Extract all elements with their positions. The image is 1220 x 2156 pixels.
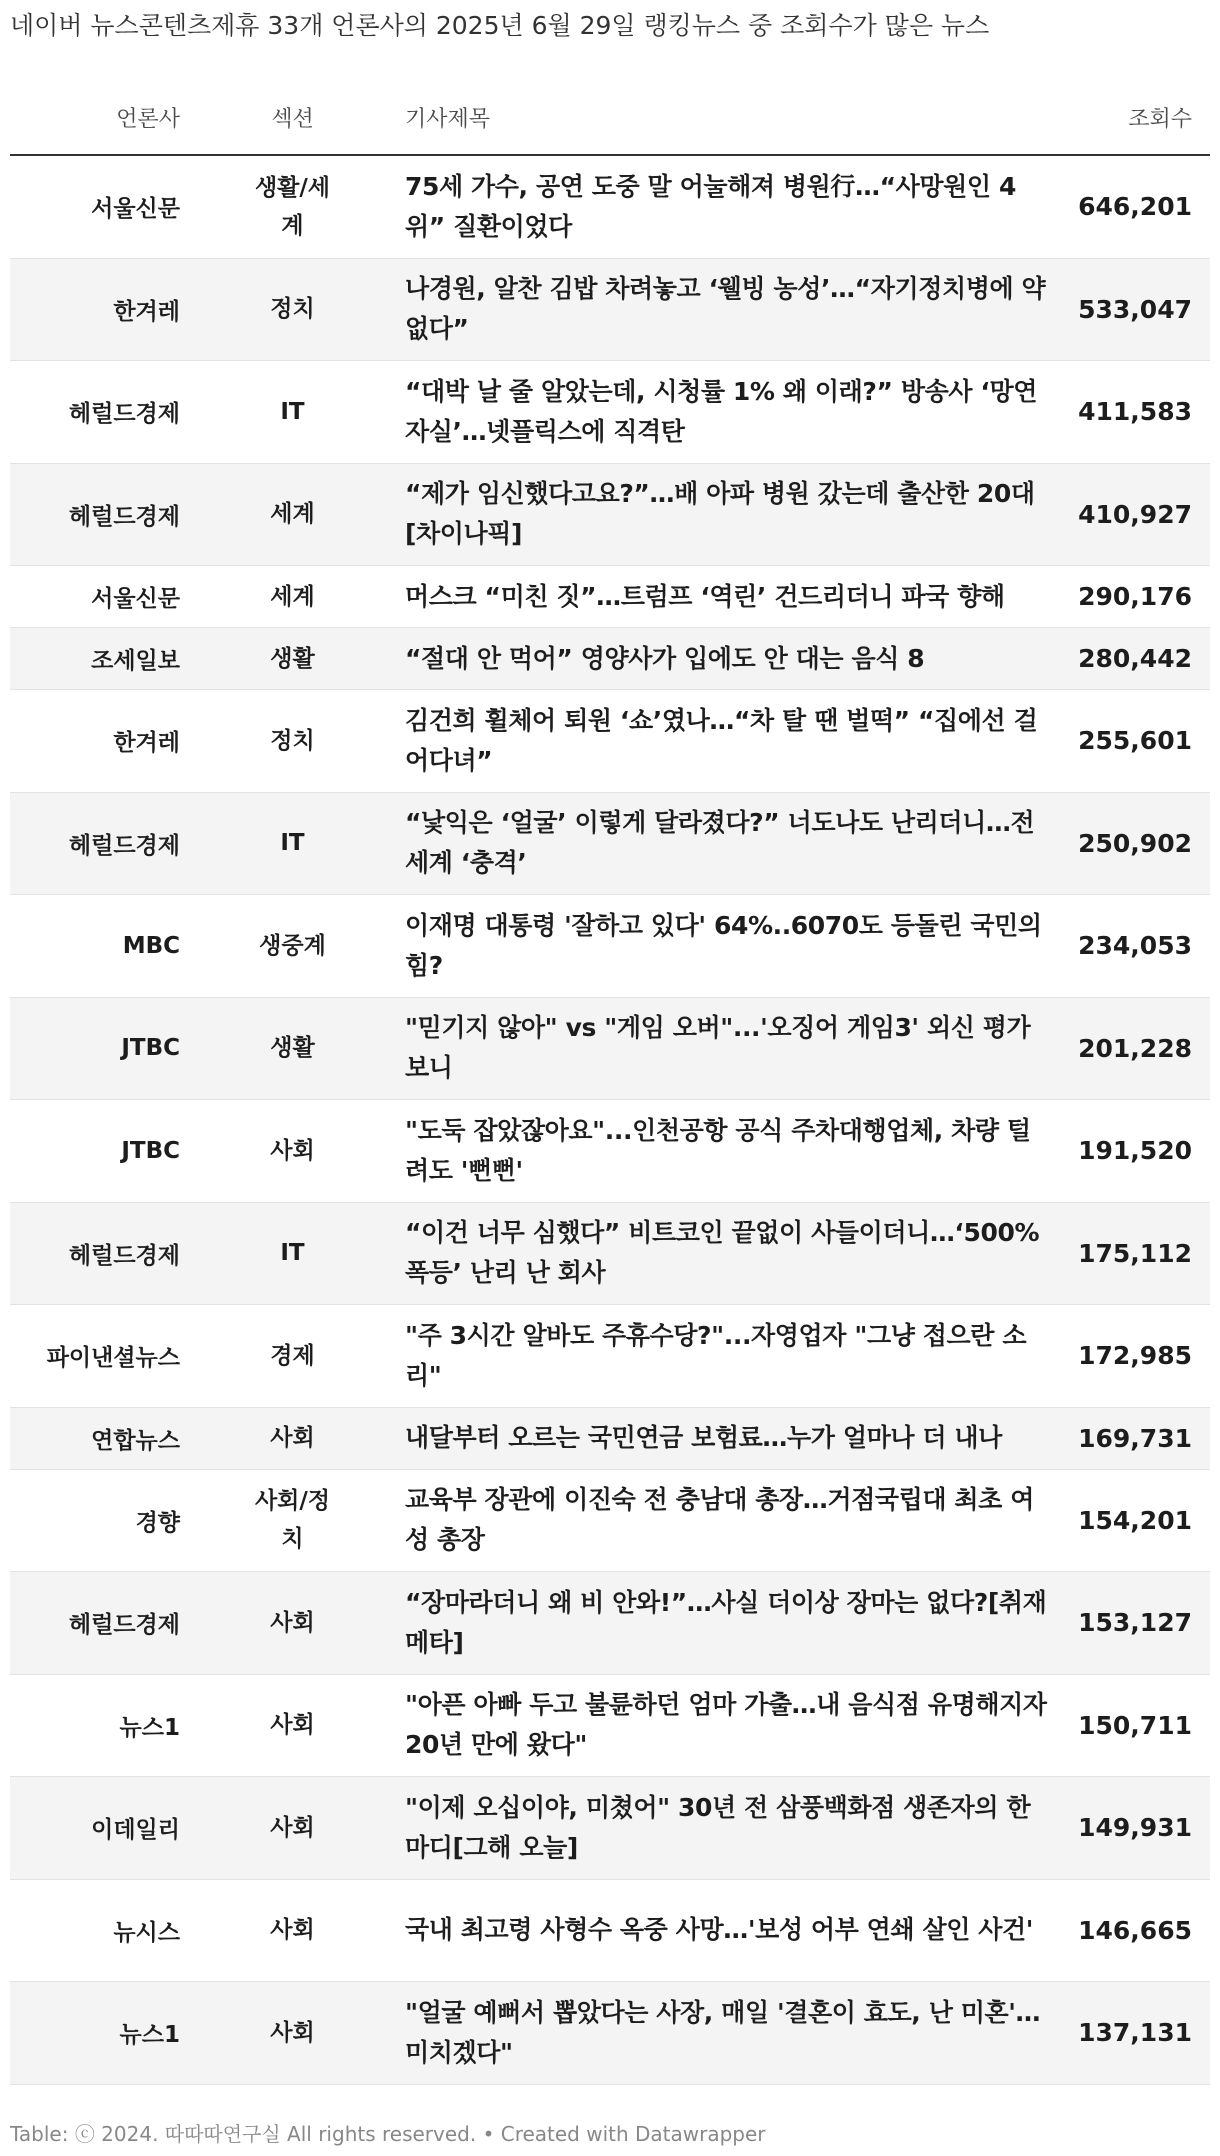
headline-cell: “절대 안 먹어” 영양사가 입에도 안 대는 음식 8 (405, 643, 925, 673)
press-cell: 서울신문 (91, 196, 180, 223)
section-cell: 정치 (270, 296, 315, 323)
section-cell: 경제 (270, 1342, 315, 1369)
section-cell: 세계 (270, 583, 315, 610)
views-cell: 153,127 (1078, 1608, 1192, 1638)
views-cell: 137,131 (1078, 2018, 1192, 2048)
table-row (10, 1470, 1210, 1573)
headline-cell: 국내 최고령 사형수 옥중 사망…'보성 어부 연쇄 살인 사건' (405, 1915, 1034, 1945)
views-cell: 172,985 (1078, 1341, 1192, 1371)
headline-cell: "아픈 아빠 두고 불륜하던 엄마 가출…내 음식점 유명해지자 20년 만에 왔다" (405, 1690, 1047, 1760)
press-cell: 헤럴드경제 (68, 503, 180, 530)
section-cell: 사회 (270, 1137, 315, 1164)
press-cell: 한겨레 (113, 298, 180, 325)
section-cell: 생활/세계 (254, 174, 331, 239)
section-cell: 사회 (270, 1712, 315, 1739)
headline-cell: 김건희 휠체어 퇴원 ‘쇼’였나…“차 탈 땐 벌떡” “집에선 걸어다녀” (405, 705, 1038, 775)
section-cell: 생활 (270, 645, 315, 672)
press-cell: JTBC (121, 1035, 180, 1062)
views-cell: 169,731 (1078, 1423, 1192, 1453)
header-press[interactable]: 언론사 (116, 107, 180, 132)
press-cell: 조세일보 (91, 648, 180, 674)
section-cell: 세계 (270, 501, 315, 528)
views-cell: 250,902 (1078, 828, 1192, 858)
press-cell: 파이낸셜뉴스 (46, 1345, 180, 1372)
headline-cell: “제가 임신했다고요?”…배 아파 병원 갔는데 출산한 20대 [차이나픽] (405, 479, 1035, 549)
table-row (10, 793, 1210, 896)
views-cell: 150,711 (1078, 1710, 1192, 1740)
headline-cell: 이재명 대통령 '잘하고 있다' 64%..6070도 등돌린 국민의힘? (405, 910, 1042, 980)
press-cell: 경향 (135, 1509, 180, 1536)
headline-cell: “이건 너무 심했다” 비트코인 끝없이 사들이더니…‘500% 폭등’ 난리 난 회사 (405, 1218, 1040, 1288)
table-row (10, 1777, 1210, 1880)
press-cell: 뉴시스 (113, 1919, 180, 1946)
table-body (10, 156, 1210, 2085)
headline-cell: “대박 날 줄 알았는데, 시청률 1% 왜 이래?” 방송사 ‘망연자실’…넷플릭스에 직격탄 (405, 376, 1037, 446)
views-cell: 646,201 (1078, 192, 1192, 222)
table-row (10, 1408, 1210, 1470)
table-header (10, 88, 1210, 156)
press-cell: 헤럴드경제 (68, 401, 180, 428)
section-cell: 정치 (270, 727, 315, 754)
header-section[interactable]: 섹션 (271, 107, 314, 132)
section-cell: IT (280, 830, 305, 857)
ranking-table (10, 88, 1210, 2085)
views-cell: 411,583 (1078, 397, 1192, 427)
section-cell: IT (280, 1240, 305, 1267)
headline-cell: 교육부 장관에 이진숙 전 충남대 총장…거점국립대 최초 여성 총장 (405, 1485, 1034, 1555)
headline-cell: "얼굴 예뻐서 뽑았다는 사장, 매일 '결혼이 효도, 난 미혼'…미치겠다" (405, 1997, 1041, 2067)
press-cell: 한겨레 (113, 730, 180, 757)
section-cell: 사회 (270, 1425, 315, 1451)
table-row (10, 690, 1210, 793)
section-cell: 사회 (270, 2019, 315, 2046)
section-cell: 사회/정치 (254, 1488, 331, 1553)
table-row (10, 1880, 1210, 1983)
source-footer: Table: ⓒ 2024. 따따따연구실 All rights reserved. • Created with Datawrapper (10, 2122, 766, 2146)
table-row (10, 1982, 1210, 2085)
headline-cell: 내달부터 오르는 국민연금 보험료…누가 얼마나 더 내나 (405, 1423, 1002, 1452)
press-cell: 헤럴드경제 (68, 832, 180, 859)
table-row (10, 998, 1210, 1101)
headline-cell: “낯익은 ‘얼굴’ 이렇게 달라졌다?” 너도나도 난리더니…전 세계 ‘충격’ (405, 808, 1035, 878)
views-cell: 201,228 (1078, 1033, 1192, 1063)
views-cell: 154,201 (1078, 1505, 1192, 1535)
press-cell: 서울신문 (91, 586, 180, 612)
views-cell: 175,112 (1078, 1238, 1192, 1268)
views-cell: 255,601 (1078, 726, 1192, 756)
table-row (10, 1305, 1210, 1408)
views-cell: 149,931 (1078, 1813, 1192, 1843)
table-row (10, 156, 1210, 259)
table-row (10, 1572, 1210, 1675)
press-cell: 연합뉴스 (91, 1427, 180, 1454)
section-cell: 생활 (270, 1035, 315, 1062)
views-cell: 191,520 (1078, 1136, 1192, 1166)
headline-cell: “장마라더니 왜 비 안와!”…사실 더이상 장마는 없다?[취재메타] (405, 1587, 1047, 1657)
table-row (10, 566, 1210, 628)
views-cell: 234,053 (1078, 931, 1192, 961)
section-cell: 사회 (270, 1609, 315, 1636)
table-row (10, 1203, 1210, 1306)
views-cell: 280,442 (1078, 644, 1192, 673)
headline-cell: "도둑 잡았잖아요"...인천공항 공식 주차대행업체, 차량 털려도 '뻔뻔' (405, 1115, 1031, 1185)
headline-cell: "주 3시간 알바도 주휴수당?"...자영업자 "그냥 접으란 소리" (405, 1320, 1027, 1390)
table-row (10, 464, 1210, 567)
press-cell: 뉴스1 (119, 1714, 180, 1741)
views-cell: 533,047 (1078, 294, 1192, 324)
press-cell: 헤럴드경제 (68, 1242, 180, 1269)
table-row (10, 361, 1210, 464)
header-headline[interactable]: 기사제목 (405, 107, 491, 132)
press-cell: JTBC (121, 1137, 180, 1164)
press-cell: 뉴스1 (119, 2022, 180, 2049)
views-cell: 290,176 (1078, 582, 1192, 611)
headline-cell: "이제 오십이야, 미쳤어" 30년 전 삼풍백화점 생존자의 한 마디[그해 오늘] (405, 1792, 1031, 1862)
table-row (10, 628, 1210, 690)
section-cell: IT (280, 398, 305, 425)
table-row (10, 895, 1210, 998)
views-cell: 410,927 (1078, 499, 1192, 529)
views-cell: 146,665 (1078, 1915, 1192, 1945)
table-row (10, 1675, 1210, 1778)
table-row (10, 1100, 1210, 1203)
table-row (10, 259, 1210, 362)
section-cell: 생중계 (259, 932, 326, 959)
headline-cell: "믿기지 않아" vs "게임 오버"...'오징어 게임3' 외신 평가 보니 (405, 1013, 1031, 1083)
header-views[interactable]: 조회수 (1128, 107, 1192, 132)
headline-cell: 나경원, 알찬 김밥 차려놓고 ‘웰빙 농성’…“자기정치병에 약 없다” (405, 274, 1046, 344)
section-cell: 사회 (270, 1814, 315, 1841)
table-title: 네이버 뉴스콘텐츠제휴 33개 언론사의 2025년 6월 29일 랭킹뉴스 중 조회수가 많은 뉴스 (10, 11, 990, 40)
headline-cell: 머스크 “미친 짓”…트럼프 ‘역린’ 건드리더니 파국 향해 (405, 581, 1005, 611)
press-cell: 헤럴드경제 (68, 1612, 180, 1639)
headline-cell: 75세 가수, 공연 도중 말 어눌해져 병원行…“사망원인 4위” 질환이었다 (405, 171, 1016, 241)
section-cell: 사회 (270, 1917, 315, 1944)
press-cell: 이데일리 (91, 1817, 180, 1844)
press-cell: MBC (122, 932, 180, 959)
